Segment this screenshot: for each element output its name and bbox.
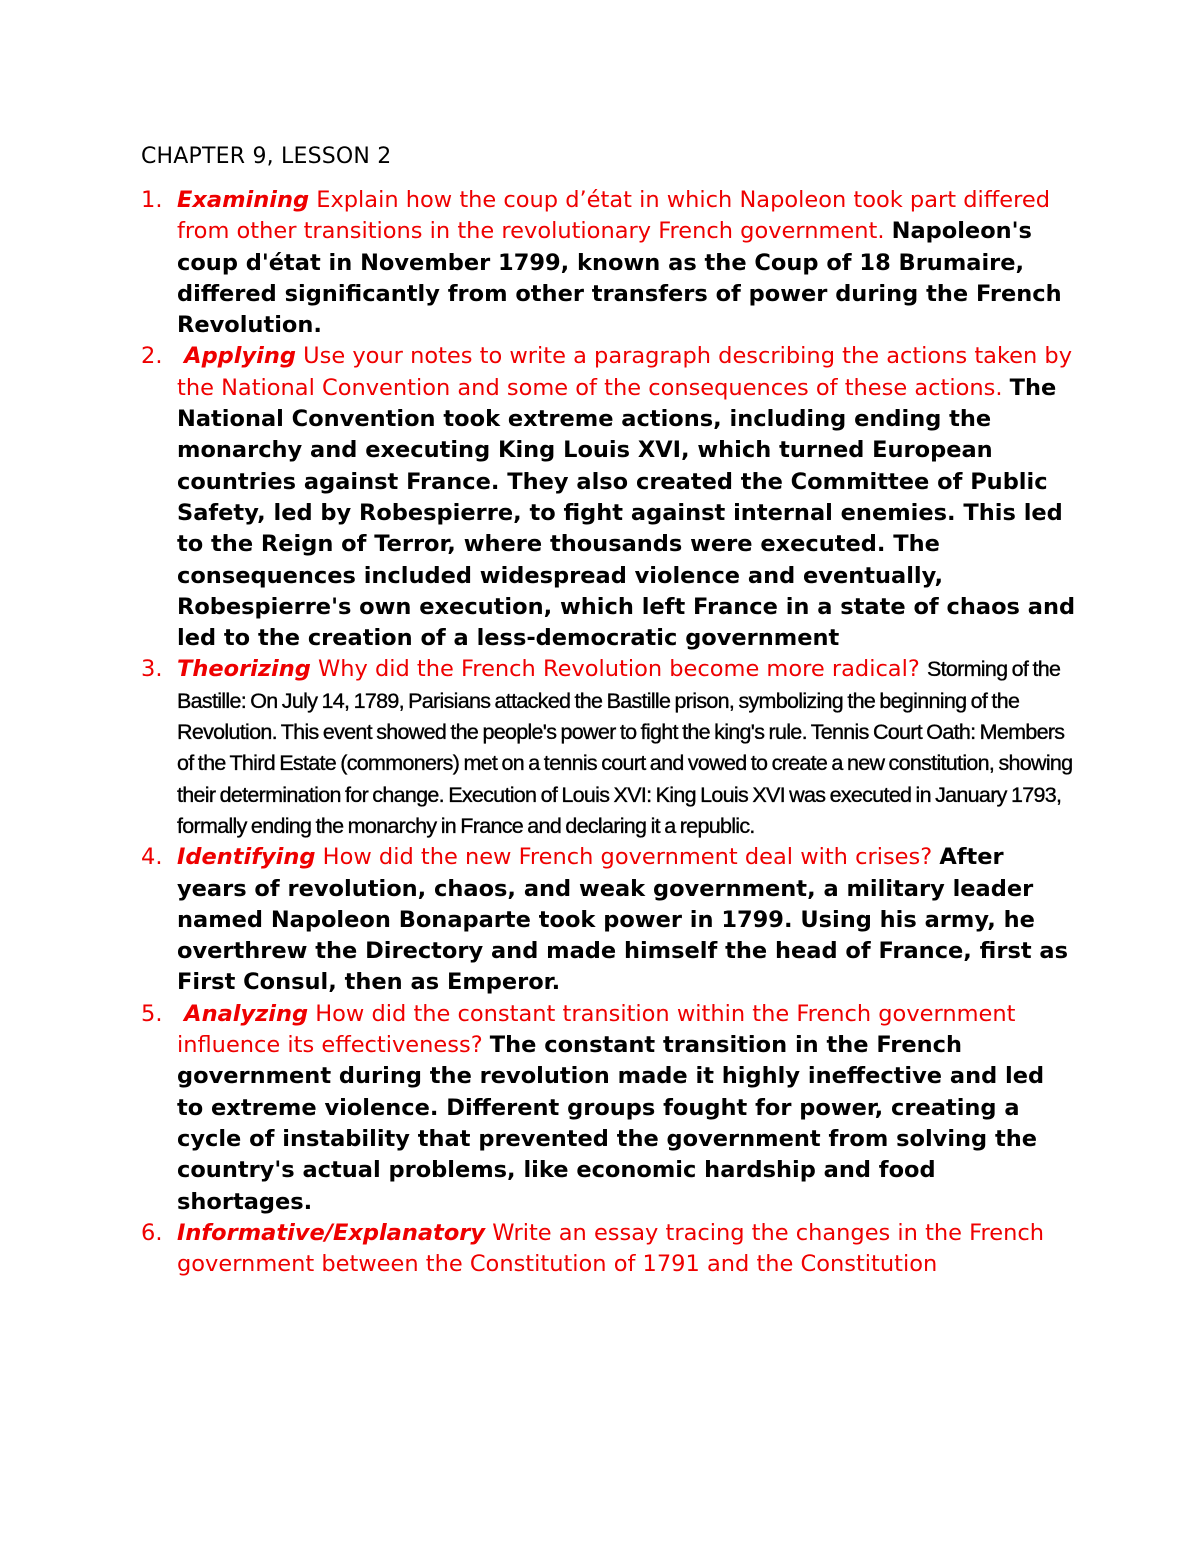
answer-text: Storming of the Bastille: On July 14, 1789, Parisians attacked the Bastille prison, symbolizing the beginning of the Revolution. This event showed the people's power to fight the king's rule. Tennis Court Oath: Members of the Third Estate (commoners) met on a tennis court and vowed to create a new constitution, showing their determination for change. Execution of Louis XVI: King Louis XVI was executed in January 1793, formally ending the monarchy in France and declaring it a republic. [177, 657, 1073, 838]
question-number: 5. [141, 1000, 163, 1027]
question-keyword: Theorizing [177, 656, 311, 683]
question-keyword: Analyzing [184, 1000, 309, 1027]
answer-text: After years of revolution, chaos, and weak government, a military leader named Napoleon Bonaparte took power in 1799. Using his army, he overthrew the Directory and made himself the head of France, first as First Consul, then as Emperor. [177, 844, 1069, 996]
question-keyword: Informative/Explanatory [177, 1219, 486, 1246]
question-number: 3. [141, 656, 163, 683]
question-keyword: Applying [184, 343, 296, 370]
question-text: Use your notes to write a paragraph describing the actions taken by the National Convention and some of the consequences of these actions. [177, 343, 1073, 401]
question-number: 2. [141, 343, 163, 370]
question-text: How did the constant transition within the French government influence its effectiveness? [177, 1000, 1016, 1059]
question-number: 1. [141, 187, 163, 213]
question-text: Write an essay tracing the changes in the French government between the Constitution of 1791 and the Constitution [177, 1219, 1044, 1278]
question-item-1 [0, 185, 1077, 341]
question-number: 4. [141, 844, 163, 871]
page-heading: CHAPTER 9, LESSON 2 [141, 144, 392, 169]
question-item-6 [0, 1218, 1077, 1281]
question-text: Explain how the coup d’état in which Napoleon took part differed from other transitions in the revolutionary French government. [177, 187, 1050, 245]
question-number: 6. [141, 1219, 163, 1246]
question-list [0, 185, 1200, 1280]
question-item-3 [0, 654, 1077, 842]
question-keyword: Examining [177, 187, 310, 213]
question-item-5 [0, 999, 1077, 1218]
question-text: How did the new French government deal with crises? [322, 844, 933, 871]
answer-text: The National Convention took extreme actions, including ending the monarchy and executing King Louis XVI, which turned European countries against France. They also created the Committee of Public Safety, led by Robespierre, to fight against internal enemies. This led to the Reign of Terror, where thousands were executed. The consequences included widespread violence and eventually, Robespierre's own execution, which left France in a state of chaos and led to the creation of a less-democratic government [177, 374, 1076, 652]
answer-text: The constant transition in the French government during the revolution made it highly ineffective and led to extreme violence. Different groups fought for power, creating a cycle of instability that prevented the government from solving the country's actual problems, like economic hardship and food shortages. [177, 1032, 1045, 1215]
question-keyword: Identifying [177, 844, 316, 871]
question-item-2 [0, 341, 1077, 654]
question-text: Why did the French Revolution become more radical? [317, 656, 920, 683]
answer-text: Napoleon's coup d'état in November 1799, known as the Coup of 18 Brumaire, differed significantly from other transfers of power during the French Revolution. [177, 218, 1062, 339]
question-item-4 [0, 842, 1077, 998]
